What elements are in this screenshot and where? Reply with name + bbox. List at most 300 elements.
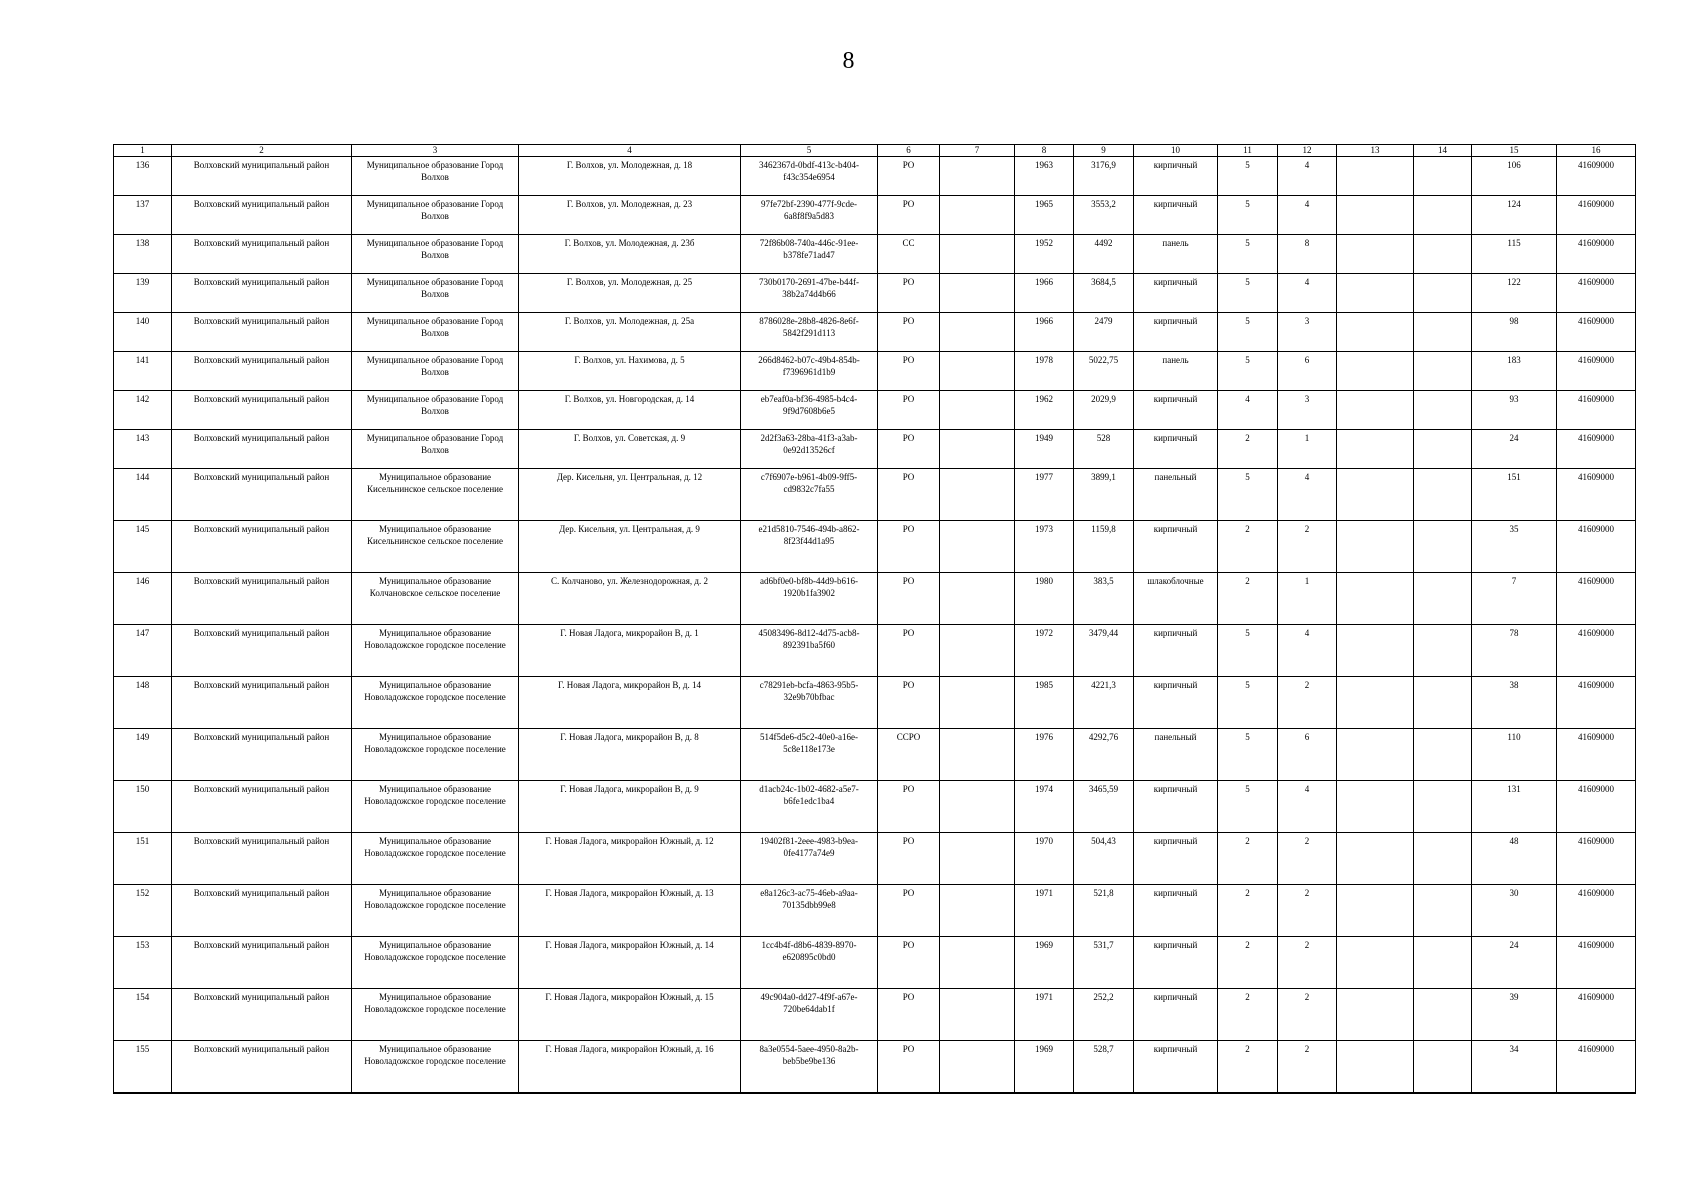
table-cell-col-3: Муниципальное образование Новоладожское городское поселение — [352, 1041, 519, 1093]
table-cell-col-16: 41609000 — [1557, 781, 1636, 833]
table-cell-col-10: кирпичный — [1134, 989, 1218, 1041]
column-header-6: 6 — [878, 145, 940, 157]
table-cell-col-15: 98 — [1472, 313, 1557, 352]
table-cell-col-10: кирпичный — [1134, 274, 1218, 313]
table-cell-col-12: 2 — [1278, 833, 1337, 885]
table-cell-col-14 — [1414, 391, 1472, 430]
table-cell-col-5: e8a126c3-ac75-46eb-a9aa-70135dbb99e8 — [741, 885, 878, 937]
table-cell-col-1: 155 — [114, 1041, 172, 1093]
table-cell-col-14 — [1414, 157, 1472, 196]
table-cell-col-1: 143 — [114, 430, 172, 469]
table-row — [114, 833, 1636, 885]
table-cell-col-9: 2479 — [1074, 313, 1134, 352]
table-cell-col-5: e21d5810-7546-494b-a862-8f23f44d1a95 — [741, 521, 878, 573]
table-cell-col-11: 2 — [1218, 521, 1278, 573]
table-cell-col-2: Волховский муниципальный район — [172, 352, 352, 391]
table-cell-col-5: 72f86b08-740a-446c-91ee-b378fe71ad47 — [741, 235, 878, 274]
table-cell-col-2: Волховский муниципальный район — [172, 521, 352, 573]
table-cell-col-13 — [1337, 573, 1414, 625]
table-row — [114, 274, 1636, 313]
table-body — [114, 157, 1636, 1093]
table-cell-col-15: 48 — [1472, 833, 1557, 885]
table-cell-col-13 — [1337, 274, 1414, 313]
table-cell-col-13 — [1337, 196, 1414, 235]
table-row — [114, 1041, 1636, 1093]
table-cell-col-14 — [1414, 625, 1472, 677]
table-cell-col-15: 34 — [1472, 1041, 1557, 1093]
table-cell-col-2: Волховский муниципальный район — [172, 833, 352, 885]
table-cell-col-5: 2d2f3a63-28ba-41f3-a3ab-0e92d13526cf — [741, 430, 878, 469]
table-cell-col-3: Муниципальное образование Город Волхов — [352, 391, 519, 430]
table-cell-col-3: Муниципальное образование Новоладожское городское поселение — [352, 625, 519, 677]
table-cell-col-9: 3176,9 — [1074, 157, 1134, 196]
table-cell-col-15: 78 — [1472, 625, 1557, 677]
table-cell-col-3: Муниципальное образование Город Волхов — [352, 235, 519, 274]
table-cell-col-3: Муниципальное образование Город Волхов — [352, 196, 519, 235]
table-cell-col-4: Г. Волхов, ул. Молодежная, д. 18 — [519, 157, 741, 196]
table-cell-col-16: 41609000 — [1557, 196, 1636, 235]
table-cell-col-12: 4 — [1278, 196, 1337, 235]
table-cell-col-4: Г. Новая Ладога, микрорайон Южный, д. 12 — [519, 833, 741, 885]
table-cell-col-14 — [1414, 573, 1472, 625]
table-cell-col-5: 514f5de6-d5c2-40e0-a16e-5c8e118e173e — [741, 729, 878, 781]
table-cell-col-8: 1972 — [1015, 625, 1074, 677]
table-cell-col-11: 5 — [1218, 235, 1278, 274]
table-row — [114, 885, 1636, 937]
table-cell-col-8: 1966 — [1015, 313, 1074, 352]
table-cell-col-12: 4 — [1278, 469, 1337, 521]
table-cell-col-16: 41609000 — [1557, 391, 1636, 430]
table-cell-col-5: 8a3e0554-5aee-4950-8a2b-beb5be9be136 — [741, 1041, 878, 1093]
table-cell-col-15: 131 — [1472, 781, 1557, 833]
table-cell-col-12: 8 — [1278, 235, 1337, 274]
table-cell-col-8: 1978 — [1015, 352, 1074, 391]
table-cell-col-4: Г. Новая Ладога, микрорайон Южный, д. 14 — [519, 937, 741, 989]
table-cell-col-8: 1974 — [1015, 781, 1074, 833]
table-cell-col-6: РО — [878, 391, 940, 430]
table-cell-col-15: 39 — [1472, 989, 1557, 1041]
table-cell-col-9: 5022,75 — [1074, 352, 1134, 391]
table-cell-col-6: СС — [878, 235, 940, 274]
table-cell-col-13 — [1337, 313, 1414, 352]
table-cell-col-15: 24 — [1472, 937, 1557, 989]
table-cell-col-9: 3899,1 — [1074, 469, 1134, 521]
table-cell-col-5: 97fe72bf-2390-477f-9cde-6a8f8f9a5d83 — [741, 196, 878, 235]
table-cell-col-12: 1 — [1278, 573, 1337, 625]
table-cell-col-14 — [1414, 781, 1472, 833]
table-cell-col-7 — [940, 937, 1015, 989]
table-row — [114, 235, 1636, 274]
table-cell-col-1: 152 — [114, 885, 172, 937]
table-cell-col-14 — [1414, 235, 1472, 274]
table-cell-col-2: Волховский муниципальный район — [172, 430, 352, 469]
table-cell-col-16: 41609000 — [1557, 352, 1636, 391]
table-cell-col-6: РО — [878, 469, 940, 521]
table-cell-col-1: 136 — [114, 157, 172, 196]
table-cell-col-6: РО — [878, 521, 940, 573]
table-cell-col-5: 3462367d-0bdf-413c-b404-f43c354e6954 — [741, 157, 878, 196]
table-cell-col-8: 1969 — [1015, 937, 1074, 989]
table-cell-col-12: 4 — [1278, 157, 1337, 196]
table-cell-col-6: РО — [878, 885, 940, 937]
table-cell-col-6: РО — [878, 677, 940, 729]
table-cell-col-3: Муниципальное образование Кисельнинское сельское поселение — [352, 469, 519, 521]
table-cell-col-2: Волховский муниципальный район — [172, 729, 352, 781]
table-cell-col-15: 30 — [1472, 885, 1557, 937]
table-cell-col-3: Муниципальное образование Новоладожское городское поселение — [352, 729, 519, 781]
table-cell-col-16: 41609000 — [1557, 937, 1636, 989]
table-cell-col-14 — [1414, 196, 1472, 235]
table-cell-col-16: 41609000 — [1557, 235, 1636, 274]
table-cell-col-10: кирпичный — [1134, 833, 1218, 885]
table-cell-col-10: кирпичный — [1134, 677, 1218, 729]
table-cell-col-13 — [1337, 157, 1414, 196]
table-cell-col-13 — [1337, 989, 1414, 1041]
table-cell-col-9: 3684,5 — [1074, 274, 1134, 313]
table-cell-col-1: 147 — [114, 625, 172, 677]
table-cell-col-3: Муниципальное образование Город Волхов — [352, 157, 519, 196]
table-row — [114, 521, 1636, 573]
table-cell-col-3: Муниципальное образование Новоладожское городское поселение — [352, 885, 519, 937]
table-cell-col-5: d1acb24c-1b02-4682-a5e7-b6fe1edc1ba4 — [741, 781, 878, 833]
table-cell-col-1: 151 — [114, 833, 172, 885]
table-cell-col-8: 1971 — [1015, 885, 1074, 937]
table-cell-col-9: 528 — [1074, 430, 1134, 469]
table-cell-col-6: РО — [878, 1041, 940, 1093]
table-cell-col-1: 138 — [114, 235, 172, 274]
table-cell-col-7 — [940, 391, 1015, 430]
table-cell-col-10: кирпичный — [1134, 885, 1218, 937]
table-cell-col-11: 5 — [1218, 196, 1278, 235]
table-cell-col-12: 2 — [1278, 521, 1337, 573]
table-cell-col-9: 383,5 — [1074, 573, 1134, 625]
table-cell-col-4: Г. Волхов, ул. Молодежная, д. 23б — [519, 235, 741, 274]
table-cell-col-2: Волховский муниципальный район — [172, 573, 352, 625]
table-cell-col-9: 521,8 — [1074, 885, 1134, 937]
table-cell-col-7 — [940, 1041, 1015, 1093]
table-cell-col-9: 2029,9 — [1074, 391, 1134, 430]
column-header-5: 5 — [741, 145, 878, 157]
table-cell-col-6: ССРО — [878, 729, 940, 781]
table-cell-col-6: РО — [878, 833, 940, 885]
table-cell-col-12: 6 — [1278, 352, 1337, 391]
table-cell-col-5: c78291eb-bcfa-4863-95b5-32e9b70bfbac — [741, 677, 878, 729]
table-cell-col-4: Г. Волхов, ул. Нахимова, д. 5 — [519, 352, 741, 391]
table-cell-col-5: 8786028e-28b8-4826-8e6f-5842f291d113 — [741, 313, 878, 352]
table-cell-col-9: 531,7 — [1074, 937, 1134, 989]
table-cell-col-14 — [1414, 313, 1472, 352]
table-cell-col-10: кирпичный — [1134, 196, 1218, 235]
column-header-7: 7 — [940, 145, 1015, 157]
table-cell-col-15: 151 — [1472, 469, 1557, 521]
table-cell-col-13 — [1337, 625, 1414, 677]
table-cell-col-6: РО — [878, 573, 940, 625]
table-row — [114, 677, 1636, 729]
table-cell-col-11: 2 — [1218, 833, 1278, 885]
table-cell-col-9: 3553,2 — [1074, 196, 1134, 235]
table-cell-col-15: 110 — [1472, 729, 1557, 781]
table-cell-col-7 — [940, 352, 1015, 391]
table-cell-col-1: 150 — [114, 781, 172, 833]
table-cell-col-11: 2 — [1218, 573, 1278, 625]
table-cell-col-1: 139 — [114, 274, 172, 313]
table-cell-col-7 — [940, 235, 1015, 274]
column-header-13: 13 — [1337, 145, 1414, 157]
table-cell-col-13 — [1337, 352, 1414, 391]
table-cell-col-4: Г. Волхов, ул. Молодежная, д. 25а — [519, 313, 741, 352]
table-cell-col-4: Г. Новая Ладога, микрорайон В, д. 1 — [519, 625, 741, 677]
column-header-1: 1 — [114, 145, 172, 157]
table-cell-col-2: Волховский муниципальный район — [172, 313, 352, 352]
table-cell-col-4: Г. Волхов, ул. Молодежная, д. 23 — [519, 196, 741, 235]
table-cell-col-15: 183 — [1472, 352, 1557, 391]
table-cell-col-12: 6 — [1278, 729, 1337, 781]
table-cell-col-4: Г. Новая Ладога, микрорайон Южный, д. 16 — [519, 1041, 741, 1093]
table-cell-col-7 — [940, 157, 1015, 196]
table-cell-col-4: Дер. Кисельня, ул. Центральная, д. 9 — [519, 521, 741, 573]
table-cell-col-7 — [940, 729, 1015, 781]
table-cell-col-2: Волховский муниципальный район — [172, 677, 352, 729]
table-cell-col-1: 148 — [114, 677, 172, 729]
table-cell-col-13 — [1337, 677, 1414, 729]
table-cell-col-14 — [1414, 274, 1472, 313]
table-cell-col-1: 153 — [114, 937, 172, 989]
table-cell-col-2: Волховский муниципальный район — [172, 235, 352, 274]
table-cell-col-15: 93 — [1472, 391, 1557, 430]
table-cell-col-9: 3479,44 — [1074, 625, 1134, 677]
table-cell-col-11: 5 — [1218, 469, 1278, 521]
table-cell-col-15: 24 — [1472, 430, 1557, 469]
table-cell-col-7 — [940, 313, 1015, 352]
table-header — [114, 145, 1636, 157]
table-cell-col-8: 1973 — [1015, 521, 1074, 573]
table-cell-col-9: 4292,76 — [1074, 729, 1134, 781]
table-cell-col-9: 4221,3 — [1074, 677, 1134, 729]
table-cell-col-5: 19402f81-2eee-4983-b9ea-0fe4177a74e9 — [741, 833, 878, 885]
table-cell-col-15: 122 — [1472, 274, 1557, 313]
table-cell-col-8: 1976 — [1015, 729, 1074, 781]
table-cell-col-5: 45083496-8d12-4d75-acb8-892391ba5f60 — [741, 625, 878, 677]
table-cell-col-16: 41609000 — [1557, 157, 1636, 196]
table-cell-col-13 — [1337, 781, 1414, 833]
table-cell-col-8: 1985 — [1015, 677, 1074, 729]
table-cell-col-1: 145 — [114, 521, 172, 573]
table-cell-col-16: 41609000 — [1557, 573, 1636, 625]
table-cell-col-3: Муниципальное образование Город Волхов — [352, 352, 519, 391]
table-cell-col-3: Муниципальное образование Кисельнинское сельское поселение — [352, 521, 519, 573]
table-cell-col-4: Г. Новая Ладога, микрорайон В, д. 8 — [519, 729, 741, 781]
table-cell-col-11: 5 — [1218, 274, 1278, 313]
table-cell-col-1: 154 — [114, 989, 172, 1041]
table-cell-col-3: Муниципальное образование Город Волхов — [352, 430, 519, 469]
table-cell-col-3: Муниципальное образование Новоладожское городское поселение — [352, 781, 519, 833]
table-row — [114, 625, 1636, 677]
table-row — [114, 313, 1636, 352]
table-cell-col-16: 41609000 — [1557, 833, 1636, 885]
table-cell-col-2: Волховский муниципальный район — [172, 469, 352, 521]
table-cell-col-12: 2 — [1278, 677, 1337, 729]
table-cell-col-8: 1952 — [1015, 235, 1074, 274]
table-cell-col-9: 4492 — [1074, 235, 1134, 274]
table-cell-col-10: кирпичный — [1134, 391, 1218, 430]
table-cell-col-13 — [1337, 430, 1414, 469]
table-cell-col-11: 5 — [1218, 781, 1278, 833]
table-cell-col-11: 2 — [1218, 885, 1278, 937]
table-cell-col-13 — [1337, 235, 1414, 274]
table-row — [114, 469, 1636, 521]
table-cell-col-10: кирпичный — [1134, 313, 1218, 352]
table-cell-col-7 — [940, 521, 1015, 573]
column-header-12: 12 — [1278, 145, 1337, 157]
table-cell-col-7 — [940, 196, 1015, 235]
table-cell-col-9: 252,2 — [1074, 989, 1134, 1041]
table-cell-col-1: 140 — [114, 313, 172, 352]
table-cell-col-15: 7 — [1472, 573, 1557, 625]
table-cell-col-13 — [1337, 391, 1414, 430]
table-cell-col-14 — [1414, 885, 1472, 937]
table-cell-col-12: 2 — [1278, 1041, 1337, 1093]
table-cell-col-9: 504,43 — [1074, 833, 1134, 885]
table-cell-col-10: панель — [1134, 235, 1218, 274]
table-cell-col-16: 41609000 — [1557, 729, 1636, 781]
table-cell-col-16: 41609000 — [1557, 521, 1636, 573]
table-cell-col-6: РО — [878, 989, 940, 1041]
table-cell-col-4: Г. Новая Ладога, микрорайон Южный, д. 13 — [519, 885, 741, 937]
table-cell-col-12: 4 — [1278, 625, 1337, 677]
table-cell-col-12: 2 — [1278, 885, 1337, 937]
table-cell-col-13 — [1337, 469, 1414, 521]
table-cell-col-15: 38 — [1472, 677, 1557, 729]
table-cell-col-10: кирпичный — [1134, 1041, 1218, 1093]
table-row — [114, 157, 1636, 196]
table-row — [114, 937, 1636, 989]
table-cell-col-4: Дер. Кисельня, ул. Центральная, д. 12 — [519, 469, 741, 521]
table-cell-col-14 — [1414, 937, 1472, 989]
table-cell-col-8: 1962 — [1015, 391, 1074, 430]
table-cell-col-6: РО — [878, 781, 940, 833]
table-cell-col-4: Г. Волхов, ул. Новгородская, д. 14 — [519, 391, 741, 430]
table-cell-col-4: Г. Новая Ладога, микрорайон Южный, д. 15 — [519, 989, 741, 1041]
table-cell-col-16: 41609000 — [1557, 677, 1636, 729]
table-cell-col-5: eb7eaf0a-bf36-4985-b4c4-9f9d7608b6e5 — [741, 391, 878, 430]
table-cell-col-8: 1965 — [1015, 196, 1074, 235]
table-cell-col-14 — [1414, 729, 1472, 781]
table-cell-col-13 — [1337, 1041, 1414, 1093]
table-cell-col-7 — [940, 885, 1015, 937]
table-cell-col-2: Волховский муниципальный район — [172, 989, 352, 1041]
table-cell-col-14 — [1414, 469, 1472, 521]
table-cell-col-16: 41609000 — [1557, 430, 1636, 469]
page-number: 8 — [842, 48, 855, 74]
table-cell-col-2: Волховский муниципальный район — [172, 274, 352, 313]
table-cell-col-1: 149 — [114, 729, 172, 781]
table-cell-col-8: 1970 — [1015, 833, 1074, 885]
table-cell-col-16: 41609000 — [1557, 1041, 1636, 1093]
table-cell-col-11: 5 — [1218, 625, 1278, 677]
table-cell-col-7 — [940, 469, 1015, 521]
table-cell-col-12: 2 — [1278, 937, 1337, 989]
table-cell-col-8: 1966 — [1015, 274, 1074, 313]
table-cell-col-10: кирпичный — [1134, 625, 1218, 677]
table-cell-col-12: 4 — [1278, 274, 1337, 313]
table-cell-col-2: Волховский муниципальный район — [172, 391, 352, 430]
table-cell-col-6: РО — [878, 157, 940, 196]
table-cell-col-11: 2 — [1218, 989, 1278, 1041]
table-row — [114, 573, 1636, 625]
table-cell-col-7 — [940, 430, 1015, 469]
table-row — [114, 781, 1636, 833]
table-cell-col-4: Г. Волхов, ул. Советская, д. 9 — [519, 430, 741, 469]
table-cell-col-4: Г. Волхов, ул. Молодежная, д. 25 — [519, 274, 741, 313]
table-cell-col-8: 1980 — [1015, 573, 1074, 625]
table-cell-col-6: РО — [878, 196, 940, 235]
table-cell-col-2: Волховский муниципальный район — [172, 196, 352, 235]
table-cell-col-11: 5 — [1218, 729, 1278, 781]
table-cell-col-3: Муниципальное образование Город Волхов — [352, 313, 519, 352]
table-cell-col-8: 1969 — [1015, 1041, 1074, 1093]
table-cell-col-5: 49c904a0-dd27-4f9f-a67e-720be64dab1f — [741, 989, 878, 1041]
table-cell-col-8: 1949 — [1015, 430, 1074, 469]
table-cell-col-2: Волховский муниципальный район — [172, 885, 352, 937]
table-cell-col-8: 1963 — [1015, 157, 1074, 196]
table-cell-col-14 — [1414, 352, 1472, 391]
housing-registry-table — [113, 144, 1636, 1094]
table-cell-col-16: 41609000 — [1557, 989, 1636, 1041]
table-cell-col-2: Волховский муниципальный район — [172, 781, 352, 833]
table-cell-col-3: Муниципальное образование Новоладожское городское поселение — [352, 989, 519, 1041]
table-cell-col-16: 41609000 — [1557, 274, 1636, 313]
table-cell-col-1: 142 — [114, 391, 172, 430]
table-cell-col-13 — [1337, 729, 1414, 781]
column-header-9: 9 — [1074, 145, 1134, 157]
table-cell-col-11: 2 — [1218, 1041, 1278, 1093]
table-cell-col-7 — [940, 781, 1015, 833]
table-cell-col-14 — [1414, 521, 1472, 573]
table-cell-col-9: 1159,8 — [1074, 521, 1134, 573]
table-cell-col-14 — [1414, 677, 1472, 729]
table-cell-col-11: 5 — [1218, 313, 1278, 352]
table-cell-col-6: РО — [878, 313, 940, 352]
table-cell-col-10: панельный — [1134, 729, 1218, 781]
table-cell-col-3: Муниципальное образование Новоладожское городское поселение — [352, 677, 519, 729]
table-cell-col-15: 35 — [1472, 521, 1557, 573]
column-header-10: 10 — [1134, 145, 1218, 157]
table-cell-col-13 — [1337, 833, 1414, 885]
table-cell-col-12: 3 — [1278, 313, 1337, 352]
table-cell-col-13 — [1337, 521, 1414, 573]
table-row — [114, 989, 1636, 1041]
table-cell-col-8: 1977 — [1015, 469, 1074, 521]
table-cell-col-5: 266d8462-b07c-49b4-854b-f7396961d1b9 — [741, 352, 878, 391]
table-cell-col-3: Муниципальное образование Новоладожское городское поселение — [352, 937, 519, 989]
table-cell-col-12: 1 — [1278, 430, 1337, 469]
table-cell-col-7 — [940, 625, 1015, 677]
table-cell-col-11: 2 — [1218, 430, 1278, 469]
table-row — [114, 196, 1636, 235]
table-cell-col-7 — [940, 989, 1015, 1041]
table-cell-col-10: шлакоблочные — [1134, 573, 1218, 625]
table-cell-col-10: панель — [1134, 352, 1218, 391]
table-cell-col-6: РО — [878, 937, 940, 989]
table-cell-col-8: 1971 — [1015, 989, 1074, 1041]
table-cell-col-6: РО — [878, 430, 940, 469]
table-row — [114, 352, 1636, 391]
table-cell-col-6: РО — [878, 274, 940, 313]
table-cell-col-13 — [1337, 885, 1414, 937]
table-cell-col-10: кирпичный — [1134, 521, 1218, 573]
table-cell-col-11: 5 — [1218, 677, 1278, 729]
table-cell-col-3: Муниципальное образование Город Волхов — [352, 274, 519, 313]
